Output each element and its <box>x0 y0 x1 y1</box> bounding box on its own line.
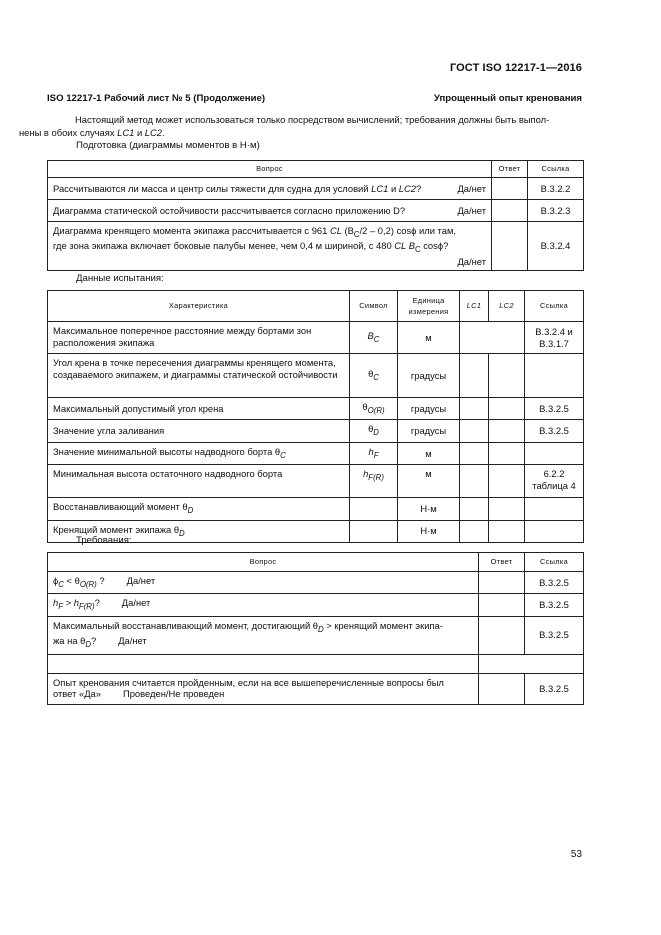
col-answer: Ответ <box>492 161 528 178</box>
unit-cell: м <box>398 442 460 464</box>
lc1-value-cell[interactable] <box>460 420 489 442</box>
table-row <box>48 398 584 420</box>
answer-cell[interactable] <box>492 200 528 222</box>
table-row <box>48 673 584 704</box>
characteristic-cell: Максимальное поперечное расстояние между бортами зон расположения экипажа <box>48 322 350 354</box>
unit-cell: м <box>398 465 460 498</box>
reference-cell: В.3.2.5 <box>525 398 584 420</box>
lc1-value-cell[interactable] <box>460 442 489 464</box>
characteristic-cell: Максимальный допустимый угол крена <box>48 398 350 420</box>
lc-value-cell[interactable] <box>460 322 525 354</box>
table-row <box>48 178 584 200</box>
reference-cell: В.3.2.5 <box>525 420 584 442</box>
col-lc2: LC2 <box>489 291 525 322</box>
table-header-row <box>48 291 584 322</box>
worksheet-title: ISO 12217-1 Рабочий лист № 5 (Продолжение) <box>47 93 266 104</box>
yes-no-choice[interactable]: Да/нет <box>457 255 486 267</box>
table-row <box>48 222 584 271</box>
characteristic-cell: Угол крена в точке пересечения диаграммы кренящего момента, создаваемого экипажем, и диаграммы статической остойчивости <box>48 354 350 398</box>
reference-cell <box>525 354 584 398</box>
table-row <box>48 572 584 594</box>
col-lc1: LC1 <box>460 291 489 322</box>
unit-cell: Н·м <box>398 498 460 520</box>
symbol-cell <box>350 498 398 520</box>
answer-cell[interactable] <box>479 616 525 654</box>
lc2-value-cell[interactable] <box>489 520 525 542</box>
question-cell <box>48 654 479 673</box>
yes-no-choice[interactable]: Да/нет <box>118 635 147 647</box>
unit-cell: градусы <box>398 398 460 420</box>
lc2-value-cell[interactable] <box>489 354 525 398</box>
characteristic-cell: Восстанавливающий момент $\theta_D$ <box>48 498 350 520</box>
reference-cell <box>525 520 584 542</box>
requirements-table <box>47 552 584 705</box>
test-data-table <box>47 290 584 543</box>
col-symbol: Символ <box>350 291 398 322</box>
question-cell: $\phi_C < \theta_{O(R)}$ ? Да/нет <box>48 572 479 594</box>
reference-cell: В.3.2.5 <box>525 673 584 704</box>
unit-cell: градусы <box>398 420 460 442</box>
preparation-table <box>47 160 584 271</box>
question-cell: Рассчитываются ли масса и центр силы тяжести для судна для условий LC1 и LC2? Да/нет <box>48 178 492 200</box>
reference-cell: 6.2.2 таблица 4 <box>525 465 584 498</box>
lc2-value-cell[interactable] <box>489 420 525 442</box>
col-question: Вопрос <box>48 161 492 178</box>
col-reference: Ссылка <box>525 553 584 572</box>
symbol-cell: $h_{F(R)}$ <box>350 465 398 498</box>
table-row <box>48 594 584 616</box>
answer-cell[interactable] <box>479 654 584 673</box>
yes-no-choice[interactable]: Да/нет <box>457 204 486 216</box>
table-row <box>48 322 584 354</box>
table-row <box>48 616 584 654</box>
col-answer: Ответ <box>479 553 525 572</box>
reference-cell: В.3.2.3 <box>528 200 584 222</box>
lc2-value-cell[interactable] <box>489 442 525 464</box>
unit-cell: м <box>398 322 460 354</box>
preparation-label: Подготовка (диаграммы моментов в Н·м) <box>76 140 260 151</box>
table-row <box>48 442 584 464</box>
lc2-value-cell[interactable] <box>489 498 525 520</box>
symbol-cell: $\theta_D$ <box>350 420 398 442</box>
col-reference: Ссылка <box>528 161 584 178</box>
symbol-cell <box>350 520 398 542</box>
question-cell: Опыт кренования считается пройденным, если на все вышеперечисленные вопросы был ответ «Да» Проведен/Не проведен <box>48 673 479 704</box>
unit-cell: градусы <box>398 354 460 398</box>
reference-cell <box>525 442 584 464</box>
test-title: Упрощенный опыт кренования <box>433 93 582 104</box>
symbol-cell: $B_C$ <box>350 322 398 354</box>
question-cell: $h_F > h_{F(R)}$? Да/нет <box>48 594 479 616</box>
reference-cell: В.3.2.5 <box>525 572 584 594</box>
characteristic-cell: Значение минимальной высоты надводного борта $\theta_C$ <box>48 442 350 464</box>
question-cell: Максимальный восстанавливающий момент, достигающий $\theta_D$ > кренящий момент экипа- жа на $\theta_D$? Да/нет <box>48 616 479 654</box>
reference-cell: В.3.2.2 <box>528 178 584 200</box>
lc1-value-cell[interactable] <box>460 398 489 420</box>
lc1-value-cell[interactable] <box>460 354 489 398</box>
answer-cell[interactable] <box>492 222 528 271</box>
table-row <box>48 465 584 498</box>
lc2-value-cell[interactable] <box>489 465 525 498</box>
lc1-value-cell[interactable] <box>460 520 489 542</box>
table-row <box>48 200 584 222</box>
col-question: Вопрос <box>48 553 479 572</box>
intro-line2: нены в обоих случаях LC1 и LC2. <box>19 126 165 138</box>
answer-cell[interactable] <box>479 594 525 616</box>
answer-cell[interactable] <box>492 178 528 200</box>
lc2-value-cell[interactable] <box>489 398 525 420</box>
reference-cell: В.3.2.5 <box>525 594 584 616</box>
unit-cell: Н·м <box>398 520 460 542</box>
characteristic-cell: Значение угла заливания <box>48 420 350 442</box>
characteristic-cell: Минимальная высота остаточного надводного борта <box>48 465 350 498</box>
question-cell: Диаграмма статической остойчивости рассчитывается согласно приложению D? Да/нет <box>48 200 492 222</box>
lc1-value-cell[interactable] <box>460 498 489 520</box>
symbol-cell: $\theta_{O(R)}$ <box>350 398 398 420</box>
col-characteristic: Характеристика <box>48 291 350 322</box>
page-number: 53 <box>570 849 582 860</box>
symbol-cell: $h_F$ <box>350 442 398 464</box>
symbol-cell: $\theta_C$ <box>350 354 398 398</box>
answer-cell[interactable] <box>479 572 525 594</box>
reference-cell: В.3.2.4 <box>528 222 584 271</box>
table-header-row <box>48 553 584 572</box>
answer-cell[interactable] <box>479 673 525 704</box>
intro-paragraph <box>19 114 582 139</box>
reference-cell: В.3.2.5 <box>525 616 584 654</box>
reference-cell: В.3.2.4 и В.3.1.7 <box>525 322 584 354</box>
table-row <box>48 654 584 673</box>
question-cell: Диаграмма кренящего момента экипажа рассчитывается с 961 CL $(B_C/2 - 0,2)$ cosϕ или там, где зона экипажа включает боковые палубы менее, чем 0,4 м шириной, с 480 CL $B_C$ cosϕ? Да/нет <box>48 222 492 271</box>
lc1-value-cell[interactable] <box>460 465 489 498</box>
table-row <box>48 498 584 520</box>
test-data-label: Данные испытания: <box>76 273 164 284</box>
col-reference: Ссылка <box>525 291 584 322</box>
col-unit: Единица измерения <box>398 291 460 322</box>
requirements-label: Требования: <box>76 535 132 546</box>
table-header-row <box>48 161 584 178</box>
table-row <box>48 354 584 398</box>
reference-cell <box>525 498 584 520</box>
yes-no-choice[interactable]: Да/нет <box>126 575 156 586</box>
standard-number: ГОСТ ISO 12217-1—2016 <box>449 62 582 74</box>
yes-no-choice[interactable]: Да/нет <box>457 182 486 194</box>
yes-no-choice[interactable]: Да/нет <box>121 597 151 609</box>
characteristic-cell: Кренящий момент экипажа $\theta_D$ <box>48 520 350 542</box>
intro-line1: Настоящий метод может использоваться только посредством вычислений; требования должны быть выпол- <box>75 114 550 125</box>
table-row <box>48 420 584 442</box>
passed-failed-choice[interactable]: Проведен/Не проведен <box>122 688 225 699</box>
